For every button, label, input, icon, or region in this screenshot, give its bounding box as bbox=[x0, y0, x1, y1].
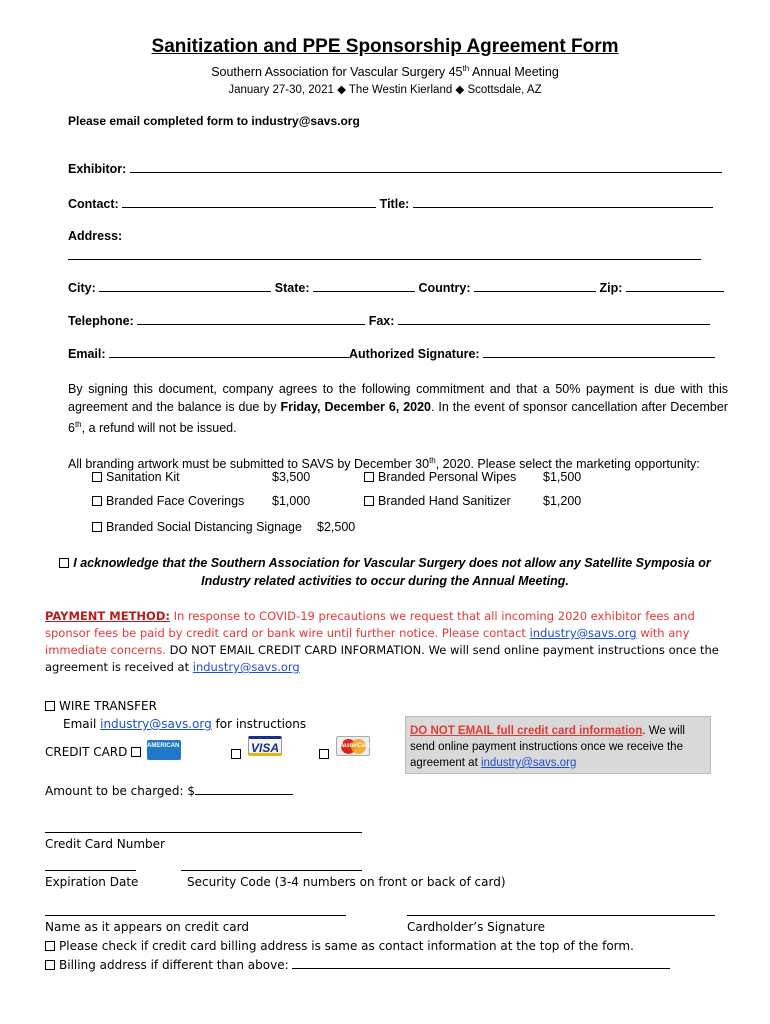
cardholder-name-label: Name as it appears on credit card bbox=[45, 920, 249, 934]
option-sanitation-kit[interactable]: Sanitation Kit bbox=[92, 470, 180, 484]
due-date: Friday, December 6, 2020 bbox=[280, 400, 432, 414]
option-branded-personal-wipes[interactable]: Branded Personal Wipes bbox=[364, 470, 516, 484]
acknowledge-line-2: Industry related activities to occur during the Annual Meeting. bbox=[201, 574, 569, 588]
mastercard-logo-icon: MasterCard bbox=[336, 736, 370, 756]
checkbox[interactable] bbox=[92, 472, 102, 482]
visa-option[interactable] bbox=[231, 745, 245, 763]
exhibitor-field[interactable] bbox=[130, 162, 722, 173]
telephone-label: Telephone: bbox=[68, 314, 134, 328]
contact-label: Contact: bbox=[68, 197, 119, 211]
option-price: $1,500 bbox=[543, 470, 582, 484]
title-label: Title: bbox=[379, 197, 410, 211]
branding-instruction: All branding artwork must be submitted to SAVS by December 30th, 2020. Please select the marketing opportunity: bbox=[68, 456, 700, 472]
authorized-signature-field[interactable] bbox=[483, 347, 715, 358]
amount-label: Amount to be charged: $ bbox=[45, 784, 196, 798]
title-field[interactable] bbox=[413, 197, 713, 208]
meeting-dates: January 27-30, 2021 ◆ The Westin Kierland ◆ Scottsdale, AZ bbox=[228, 84, 542, 96]
credit-card-notice: DO NOT EMAIL full credit card information. We will send online payment instructions once we receive the agreement at industry@savs.org bbox=[405, 716, 711, 774]
mastercard-option[interactable] bbox=[319, 745, 333, 763]
option-branded-hand-sanitizer[interactable]: Branded Hand Sanitizer bbox=[364, 494, 511, 508]
visa-logo-icon: VISA bbox=[248, 736, 282, 756]
wire-transfer-checkbox[interactable] bbox=[45, 701, 55, 711]
city-field[interactable] bbox=[99, 281, 271, 292]
page-title: Sanitization and PPE Sponsorship Agreement Form bbox=[151, 36, 619, 57]
authorized-signature-label: Authorized Signature: bbox=[349, 347, 480, 361]
city-row bbox=[68, 281, 724, 295]
telephone-field[interactable] bbox=[137, 314, 365, 325]
security-code-label: Security Code (3-4 numbers on front or back of card) bbox=[187, 875, 506, 889]
billing-address-checkbox[interactable] bbox=[45, 960, 55, 970]
country-label: Country: bbox=[418, 281, 471, 295]
checkbox[interactable] bbox=[364, 472, 374, 482]
country-field[interactable] bbox=[474, 281, 596, 292]
expiration-date-label: Expiration Date bbox=[45, 875, 139, 889]
amex-logo-icon: AMERICAN EXPRESS bbox=[147, 740, 181, 760]
wire-instructions: Email industry@savs.org for instructions bbox=[63, 717, 307, 731]
acknowledge-checkbox[interactable] bbox=[59, 558, 69, 568]
credit-card-number-label: Credit Card Number bbox=[45, 837, 165, 851]
same-address-checkbox[interactable] bbox=[45, 941, 55, 951]
contact-row bbox=[68, 197, 713, 211]
email-label: Email: bbox=[68, 347, 106, 361]
option-price: $2,500 bbox=[317, 520, 356, 534]
fax-field[interactable] bbox=[398, 314, 710, 325]
same-address-option[interactable]: Please check if credit card billing address is same as contact information at the top of the form. bbox=[45, 939, 634, 953]
payment-method-heading: PAYMENT METHOD: bbox=[45, 609, 170, 623]
cardholder-signature-field[interactable] bbox=[407, 915, 715, 916]
checkbox[interactable] bbox=[364, 496, 374, 506]
expiration-date-field[interactable] bbox=[45, 870, 136, 871]
email-row bbox=[68, 347, 715, 361]
received-email-link[interactable]: industry@savs.org bbox=[192, 660, 300, 674]
credit-card-option[interactable]: CREDIT CARD bbox=[45, 745, 145, 759]
email-field[interactable] bbox=[109, 347, 349, 358]
notice-warning: DO NOT EMAIL full credit card information bbox=[410, 725, 643, 737]
telephone-row bbox=[68, 314, 710, 328]
address-label: Address: bbox=[68, 229, 123, 243]
option-branded-social-distancing-signage[interactable]: Branded Social Distancing Signage bbox=[92, 520, 302, 534]
acknowledge-line-1[interactable]: I acknowledge that the Southern Association for Vascular Surgery does not allow any Satellite Symposia or bbox=[0, 556, 770, 570]
billing-address-field[interactable] bbox=[292, 958, 670, 969]
amount-field[interactable] bbox=[195, 784, 293, 795]
address-field[interactable] bbox=[68, 259, 701, 260]
contact-field[interactable] bbox=[122, 197, 376, 208]
checkbox[interactable] bbox=[92, 496, 102, 506]
amount-row bbox=[45, 784, 293, 798]
payment-method-paragraph: PAYMENT METHOD: In response to COVID-19 precautions we request that all incoming 2020 exhibitor fees and sponsor fees be paid by credit card or bank wire until further notice. Please contact industry@savs.org with any immediate concerns. DO NOT EMAIL CREDIT CARD INFORMATION. We will send online payment instructions once the agreement is received at industry@savs.org bbox=[45, 609, 719, 674]
exhibitor-label: Exhibitor: bbox=[68, 162, 127, 176]
city-label: City: bbox=[68, 281, 96, 295]
notice-email-link[interactable]: industry@savs.org bbox=[480, 757, 577, 769]
email-instruction: Please email completed form to industry@savs.org bbox=[68, 114, 360, 128]
fax-label: Fax: bbox=[368, 314, 395, 328]
contact-email-link[interactable]: industry@savs.org bbox=[529, 626, 637, 640]
option-branded-face-coverings[interactable]: Branded Face Coverings bbox=[92, 494, 244, 508]
credit-card-checkbox[interactable] bbox=[131, 747, 141, 757]
zip-label: Zip: bbox=[599, 281, 623, 295]
billing-address-row[interactable]: Billing address if different than above: bbox=[45, 958, 670, 972]
visa-checkbox[interactable] bbox=[231, 749, 241, 759]
cardholder-name-field[interactable] bbox=[45, 915, 346, 916]
exhibitor-row bbox=[68, 162, 722, 176]
meeting-subtitle: Southern Association for Vascular Surgery 45th Annual Meeting bbox=[211, 64, 559, 80]
checkbox[interactable] bbox=[92, 522, 102, 532]
option-price: $3,500 bbox=[272, 470, 311, 484]
mastercard-checkbox[interactable] bbox=[319, 749, 329, 759]
credit-card-number-field[interactable] bbox=[45, 832, 362, 833]
agreement-paragraph: By signing this document, company agrees to the following commitment and that a 50% payment is due with this agreement and the balance is due by Friday, December 6, 2020. In the event of sponsor cancellation after December 6th, a refund will not be issued. bbox=[68, 382, 728, 436]
option-price: $1,200 bbox=[543, 494, 582, 508]
state-field[interactable] bbox=[313, 281, 415, 292]
state-label: State: bbox=[274, 281, 310, 295]
wire-transfer-option[interactable]: WIRE TRANSFER bbox=[45, 699, 157, 713]
wire-email-link[interactable]: industry@savs.org bbox=[100, 717, 212, 731]
zip-field[interactable] bbox=[626, 281, 724, 292]
cardholder-signature-label: Cardholder’s Signature bbox=[407, 920, 546, 934]
option-price: $1,000 bbox=[272, 494, 311, 508]
security-code-field[interactable] bbox=[181, 870, 362, 871]
